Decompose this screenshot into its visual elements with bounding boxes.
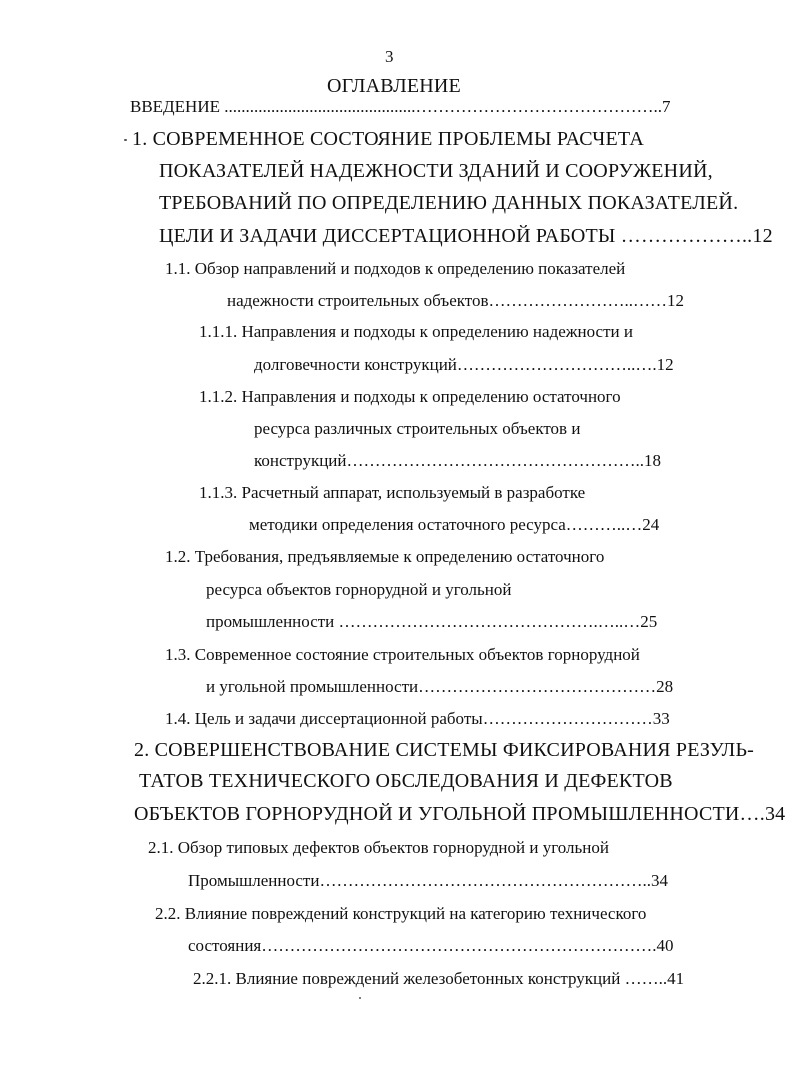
page-number: 3 <box>385 47 394 66</box>
toc-section-1-3-line-1: 1.3. Современное состояние строительных объектов горнорудной <box>165 645 640 664</box>
toc-section-1-1-1-line-1: 1.1.1. Направления и подходы к определению надежности и <box>199 322 633 341</box>
toc-section-1-1-2-line-3: конструкций……………………………………………..18 <box>254 451 662 470</box>
toc-section-1-2-line-2: ресурса объектов горнорудной и угольной <box>206 580 512 599</box>
toc-section-2-2-1: 2.2.1. Влияние повреждений железобетонных конструкций ……..41 <box>193 969 685 988</box>
toc-entry-introduction: ВВЕДЕНИЕ .............................................……………………………………..7 <box>130 97 671 116</box>
toc-section-1-3-line-2: и угольной промышленности……………………………………28 <box>206 677 674 696</box>
toc-chapter-1-line-3: ТРЕБОВАНИЙ ПО ОПРЕДЕЛЕНИЮ ДАННЫХ ПОКАЗАТЕЛЕЙ. <box>159 192 739 214</box>
toc-section-1-2-line-3: промышленности ……………………………………….…..…25 <box>206 612 658 631</box>
scan-speck <box>359 997 361 999</box>
toc-section-1-2-line-1: 1.2. Требования, предъявляемые к определению остаточного <box>165 547 605 566</box>
toc-section-1-1-line-2: надежности строительных объектов……………………..……12 <box>227 291 685 310</box>
toc-section-1-1-1-line-2: долговечности конструкций…………………………..….12 <box>254 355 674 374</box>
toc-section-1-1-3-line-1: 1.1.3. Расчетный аппарат, используемый в разработке <box>199 483 586 502</box>
toc-section-1-1-line-1: 1.1. Обзор направлений и подходов к определению показателей <box>165 259 626 278</box>
toc-chapter-1-line-4: ЦЕЛИ И ЗАДАЧИ ДИССЕРТАЦИОННОЙ РАБОТЫ ………………..12 <box>159 225 773 247</box>
toc-chapter-2-line-2: ТАТОВ ТЕХНИЧЕСКОГО ОБСЛЕДОВАНИЯ И ДЕФЕКТОВ <box>139 770 673 792</box>
toc-chapter-2-line-3: ОБЪЕКТОВ ГОРНОРУДНОЙ И УГОЛЬНОЙ ПРОМЫШЛЕННОСТИ….34 <box>134 803 786 825</box>
toc-chapter-1-line-2: ПОКАЗАТЕЛЕЙ НАДЕЖНОСТИ ЗДАНИЙ И СООРУЖЕНИЙ, <box>159 160 713 182</box>
toc-section-1-1-2-line-2: ресурса различных строительных объектов и <box>254 419 581 438</box>
toc-section-2-2-line-1: 2.2. Влияние повреждений конструкций на категорию технического <box>155 904 647 923</box>
toc-section-1-1-2-line-1: 1.1.2. Направления и подходы к определению остаточного <box>199 387 621 406</box>
page-title: ОГЛАВЛЕНИЕ <box>327 75 461 97</box>
toc-section-1-1-3-line-2: методики определения остаточного ресурса………..…24 <box>249 515 660 534</box>
toc-section-2-1-line-1: 2.1. Обзор типовых дефектов объектов горнорудной и угольной <box>148 838 609 857</box>
scan-speck <box>124 139 127 141</box>
toc-section-2-2-line-2: состояния…………………………………………………………….40 <box>188 936 674 955</box>
toc-section-1-4: 1.4. Цель и задачи диссертационной работы…………………………33 <box>165 709 670 728</box>
toc-section-2-1-line-2: Промышленности…………………………………………………..34 <box>188 871 668 890</box>
toc-chapter-1-line-1: 1. СОВРЕМЕННОЕ СОСТОЯНИЕ ПРОБЛЕМЫ РАСЧЕТА <box>132 128 644 150</box>
toc-chapter-2-line-1: 2. СОВЕРШЕНСТВОВАНИЕ СИСТЕМЫ ФИКСИРОВАНИЯ РЕЗУЛЬ- <box>134 739 754 761</box>
